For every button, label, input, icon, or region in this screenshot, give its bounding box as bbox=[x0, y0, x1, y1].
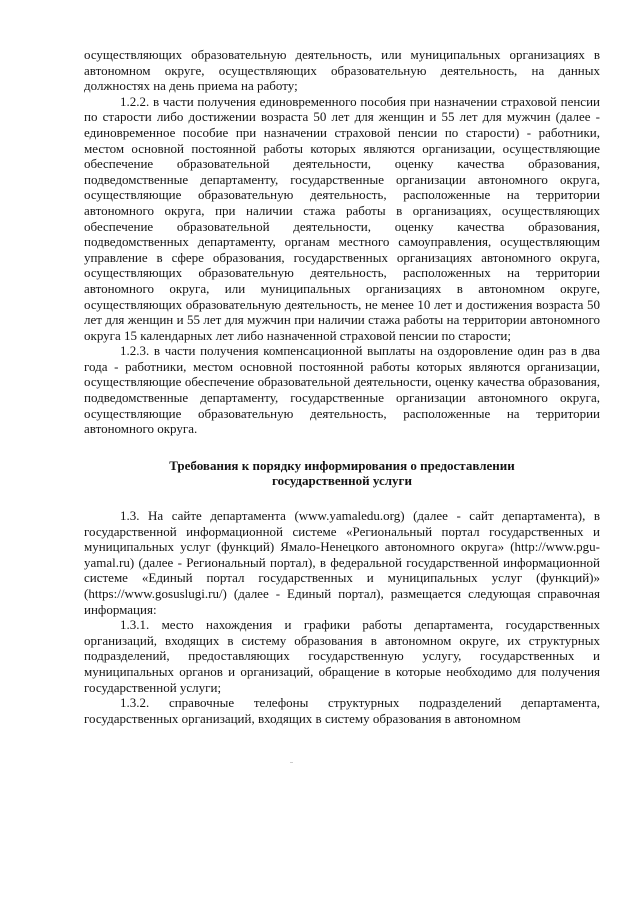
paragraph-1-3: 1.3. На сайте департамента (www.yamaledu.org) (далее - сайт департамента), в государственной информационной системе «Региональный портал государственных и муниципальных услуг (функций) Ямало-Ненецкого автономного округа» (http://www.pgu-yamal.ru) (далее - Региональный портал), в федеральной государственной информационной системе «Единый портал государственных и муниципальных услуг (функций)» (https://www.gosuslugi.ru/) (далее - Единый портал), размещается следующая справочная информация: bbox=[84, 508, 600, 617]
paragraph-1-3-2: 1.3.2. справочные телефоны структурных подразделений департамента, государственных организаций, входящих в систему образования в автономном bbox=[84, 695, 600, 726]
section-heading-line-1: Требования к порядку информирования о предоставлении bbox=[169, 457, 515, 473]
paragraph-1-3-1: 1.3.1. место нахождения и графики работы департамента, государственных организаций, входящих в систему образования в автономном округе, их структурных подразделений, предоставляющих государственную услугу, государственных и муниципальных органов и организаций, обращение в которые необходимо для получения государственной услуги; bbox=[84, 617, 600, 695]
paragraph-1-2-3: 1.2.3. в части получения компенсационной выплаты на оздоровление один раз в два года - работники, местом основной постоянной работы которых являются организации, осуществляющие обеспечение образовательной деятельности, оценку качества образования, подведомственные департаменту, государственные организации автономного округа, осуществляющие образовательную деятельность, расположенные на территории автономного округа. bbox=[84, 343, 600, 437]
document-page bbox=[84, 47, 600, 726]
section-heading-line-2: государственной услуги bbox=[272, 473, 412, 489]
section-heading bbox=[84, 458, 600, 489]
paragraph-continuation: осуществляющих образовательную деятельность, или муниципальных организациях в автономном округе, осуществляющих образовательную деятельность, на данных должностях на день приема на работу; bbox=[84, 47, 600, 94]
paragraph-1-2-2: 1.2.2. в части получения единовременного пособия при назначении страховой пенсии по старости либо достижении возраста 50 лет для женщин и 55 лет для мужчин (далее - единовременное пособие при назначении страховой пенсии по старости) - работники, местом основной постоянной работы которых являются организации, осуществляющие обеспечение образовательной деятельности, оценку качества образования, подведомственные департаменту, государственные организации автономного округа, осуществляющие образовательную деятельность, расположенные на территории автономного округа, при наличии стажа работы в организациях, осуществляющих обеспечение образовательной деятельности, оценку качества образования, подведомственных департаменту, органам местного самоуправления, осуществляющим управление в сфере образования, государственных организациях автономного округа, осуществляющих образовательную деятельность, расположенных на территории автономного округа, или муниципальных организациях в автономном округе, осуществляющих образовательную деятельность, не менее 10 лет и достижения возраста 50 лет для женщин и 55 лет для мужчин при наличии стажа работы на территории автономного округа 15 календарных лет либо назначенной страховой пенсии по старости; bbox=[84, 93, 600, 343]
scan-speck bbox=[290, 762, 293, 763]
